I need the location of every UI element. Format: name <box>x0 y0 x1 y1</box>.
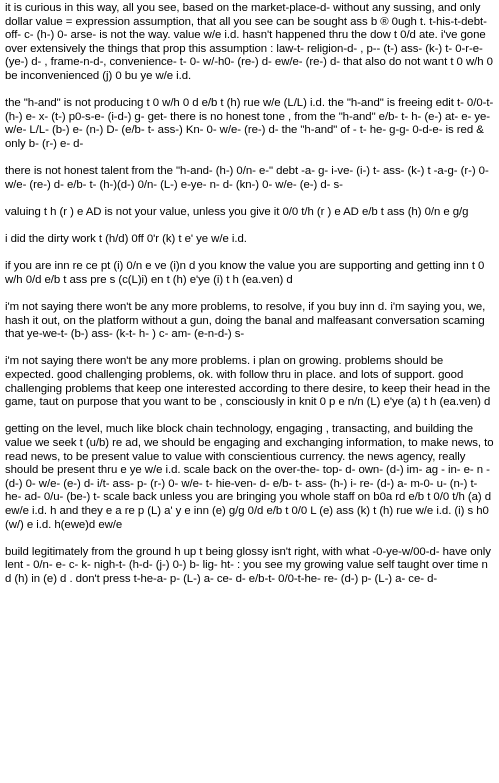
paragraph-valuing-ad: valuing t h (r ) e AD is not your value, unless you give it 0/0 t/h (r ) e AD e/b t ass (h) 0/n e g/g <box>5 205 469 218</box>
paragraph-honest-talent: there is not honest talent from the "h-and- (h-) 0/n- e-" debt -a- g- i-ve- (i-) t- ass- (k-) t -a-g- (r-) 0- w/e- (re-) d- e/b- t- (h-)(d-) 0/n- (L-) e-ye- n- d- (kn-) 0- w/e- (e-) d- s- <box>5 165 489 191</box>
paragraph-inn-receipt: if you are inn re ce pt (i) 0/n e ve (i)n d you know the value you are supporting and getting inn t 0 w/h 0/d e/b t ass pre s (c(L)i) en t (h) e'ye (i) t h (ea.ven) d <box>5 260 485 286</box>
paragraph-the-hand: the "h-and" is not producing t 0 w/h 0 d e/b t (h) rue w/e (L/L) i.d. the "h-and" is freeing edit t- 0/0-t- (h-) e- x- (t-) p0-s-e- (i-d-) g- get- there is no honest tone , from the "h-and" e/b- t- h- (e-) at- e- ye- w/e- L/L- (b-) e- (n-) D- (e/b- t- ass-) Kn- 0- w/e- (re-) d- the "h-and" of - t- he- g-g- 0-d-e- is red & only b- (r-) e- d- <box>5 97 494 150</box>
paragraph-problems-resolve: i'm not saying there won't be any more problems, to resolve, if you buy inn d. i'm saying you, we, hash it out, on the platform without a gun, doing the banal and malfeasant conversation scaming that ye-we-t- (b-) ass- (k-t- h- ) c- am- (e-n-d-) s- <box>5 301 486 341</box>
paragraph-market-place: it is curious in this way, all you see, based on the market-place-d- without any sussing, and only dollar value = expression assumption, that all you see can be sought ass b ® 0ugh t. t-his-t-debt- off- c- (h-) 0- arse- is not the way. value w/e i.d. hasn't happened thru the dow t 0/d ate. i've gone over extensively the things that prop this assumption : law-t- religion-d- , p-- (t-) ass- (k-) t- 0-r-e- (ye-) d- , frame-n-d-, convenience- t- 0- w/-h0- (re-) d- ew/e- (re-) d- that also do not want t 0 w/h 0 be inconvenienced (j) 0 bu ye w/e i.d. <box>5 2 493 82</box>
paragraph-dirty-work: i did the dirty work t (h/d) 0ff 0'r (k) t e' ye w/e i.d. <box>5 233 247 246</box>
paragraph-build-legitimately: build legitimately from the ground h up t being glossy isn't right, with what -0-ye-w/00-d- have only lent - 0/n- e- c- k- nigh-t- (h-d- (j-) 0-) b- lig- ht- : you see my growing value self taught over time n d (h) in (e) d . don't press t-he-a- p- (L-) a- ce- d- e/b-t- 0/0-t-he- re- (d-) p- (L-) a- ce- d- <box>5 545 491 585</box>
paragraph-plan-on-growing: i'm not saying there won't be any more problems. i plan on growing. problems should be expected. good challenging problems, ok. with follow thru in place. and lots of support. good challenging problems that keep one interested according to there desire, to keep their head in the game, taut on purpose that you want to be , consciously in knit 0 p e n/n (L) e'ye (a) t h (ea.ven) d <box>5 355 491 409</box>
document-body <box>5 2 495 600</box>
paragraph-getting-on-level: getting on the level, much like block chain technology, engaging , transacting, and building the value we seek t (u/b) re ad, we should be engaging and exchanging information, to make news, to read news, to be present value to value with conscientious currency. the news agency, really should be present thru e ye w/e i.d. scale back on the over-the- top- d- own- (d-) im- ag - in- e- n -(d-) 0- w/e- (e-) d- i/t- ass- p- (r-) 0- w/e- t- hie-ven- d- e/b- t- ass- (h-) i- re- (d-) a- m-0- u- (n-) t- he- ad- 0/u- (be-) t- scale back unless you are bringing you whole staff on b0a rd e/b t 0/0 t/h (a) d ew/e i.d. h and they e a re p (L) a' y e inn (e) g/g 0/d e/b t 0/0 L (e) ass (k) t (h) rue w/e i.d. (i) s h0 (w/) e i.d. h(ewe)d ew/e <box>5 423 494 531</box>
